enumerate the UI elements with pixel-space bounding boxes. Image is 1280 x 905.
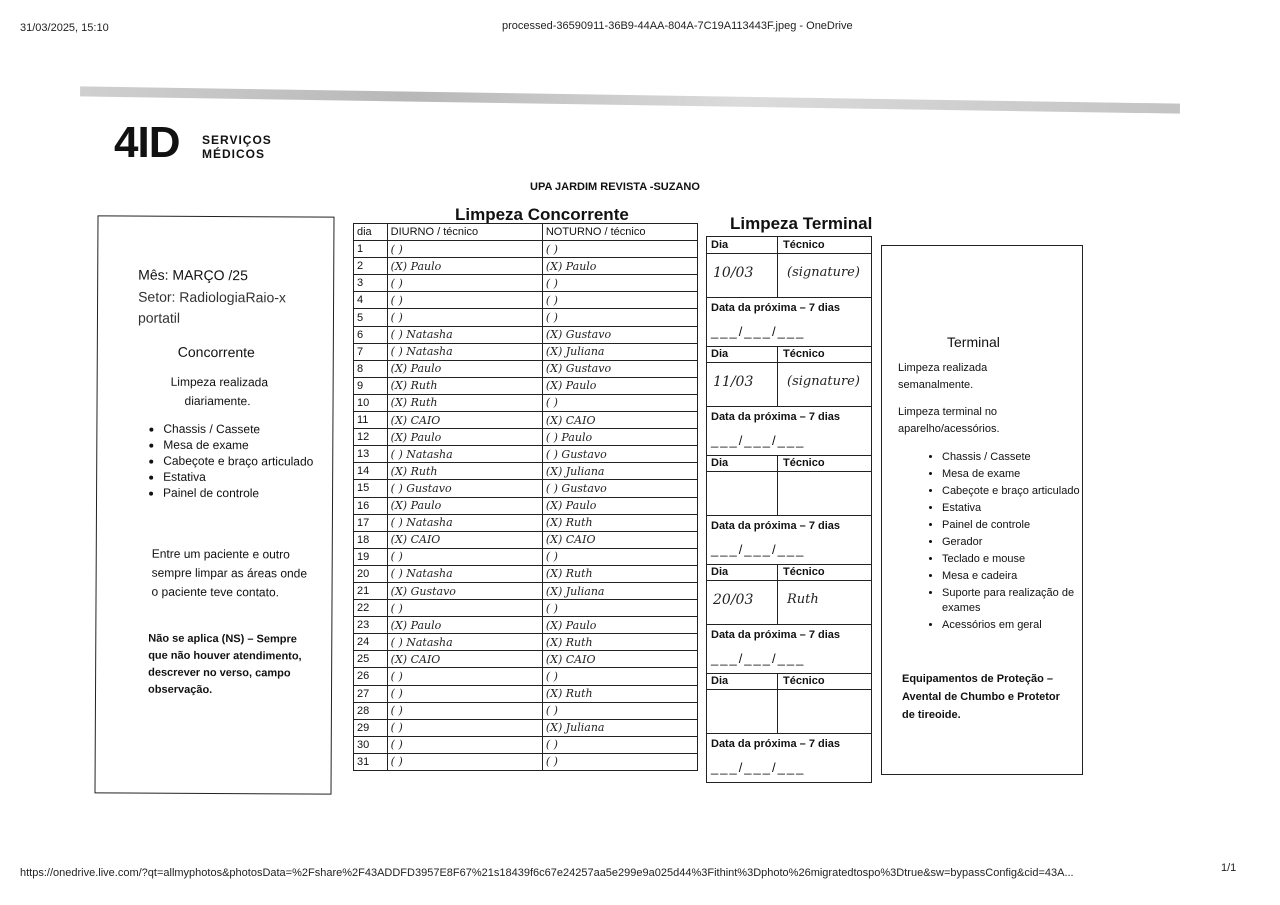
noturno-cell: (X) CAIO bbox=[542, 412, 697, 429]
noturno-cell: ( ) bbox=[542, 548, 697, 565]
noturno-cell: (X) Juliana bbox=[542, 463, 697, 480]
table-row bbox=[354, 736, 698, 753]
diurno-cell: ( ) Natasha bbox=[387, 514, 542, 531]
diurno-cell: ( ) bbox=[387, 685, 542, 702]
table-row bbox=[354, 582, 698, 599]
logo-line1: SERVIÇOS bbox=[202, 133, 272, 147]
noturno-cell: (X) CAIO bbox=[542, 531, 697, 548]
terminal-col-tecnico: Técnico bbox=[783, 457, 825, 469]
noturno-cell: (X) Paulo bbox=[542, 617, 697, 634]
right-item: • Estativa bbox=[942, 501, 1082, 516]
diurno-cell: ( ) bbox=[387, 719, 542, 736]
terminal-next-label: Data da próxima – 7 dias bbox=[711, 738, 840, 750]
dia-cell: 8 bbox=[354, 360, 388, 377]
left-item: • Cabeçote e braço articulado bbox=[163, 454, 333, 469]
terminal-next-date: ___/___/___ bbox=[711, 760, 806, 775]
terminal-col-dia: Dia bbox=[711, 566, 729, 578]
col-noturno: NOTURNO / técnico bbox=[542, 224, 697, 241]
noturno-cell: (X) Juliana bbox=[542, 582, 697, 599]
right-desc1: Limpeza realizada bbox=[898, 362, 988, 374]
table-row bbox=[354, 514, 698, 531]
terminal-next-label: Data da próxima – 7 dias bbox=[711, 520, 840, 532]
table-row bbox=[354, 326, 698, 343]
left-desc2: diariamente. bbox=[184, 393, 251, 409]
dia-cell: 13 bbox=[354, 446, 388, 463]
diurno-cell: ( ) bbox=[387, 309, 542, 326]
dia-cell: 21 bbox=[354, 582, 388, 599]
table-row bbox=[354, 719, 698, 736]
right-item: • Teclado e mouse bbox=[942, 552, 1082, 567]
right-item: • Acessórios em geral bbox=[942, 618, 1082, 633]
dia-cell: 29 bbox=[354, 719, 388, 736]
print-datetime: 31/03/2025, 15:10 bbox=[20, 22, 109, 34]
table-row bbox=[354, 617, 698, 634]
noturno-cell: ( ) Paulo bbox=[542, 429, 697, 446]
right-item: • Painel de controle bbox=[942, 518, 1082, 533]
table-row bbox=[354, 480, 698, 497]
terminal-next-date: ___/___/___ bbox=[711, 433, 806, 448]
noturno-cell: ( ) bbox=[542, 309, 697, 326]
table-row bbox=[354, 275, 698, 292]
noturno-cell: (X) Ruth bbox=[542, 634, 697, 651]
table-row bbox=[354, 634, 698, 651]
terminal-table bbox=[706, 236, 872, 783]
table-row bbox=[354, 360, 698, 377]
concorrente-table bbox=[353, 223, 698, 771]
terminal-next-label: Data da próxima – 7 dias bbox=[711, 629, 840, 641]
dia-cell: 7 bbox=[354, 343, 388, 360]
terminal-date-value: 20/03 bbox=[713, 592, 754, 608]
dia-cell: 3 bbox=[354, 275, 388, 292]
dia-cell: 1 bbox=[354, 241, 388, 258]
terminal-next-label: Data da próxima – 7 dias bbox=[711, 411, 840, 423]
table-row bbox=[354, 497, 698, 514]
table-row bbox=[354, 241, 698, 258]
dia-cell: 16 bbox=[354, 497, 388, 514]
diurno-cell: ( ) bbox=[387, 753, 542, 770]
terminal-heading: Terminal bbox=[947, 334, 1000, 350]
table-row bbox=[354, 548, 698, 565]
print-page: 1/1 bbox=[1221, 862, 1237, 874]
dia-cell: 26 bbox=[354, 668, 388, 685]
terminal-col-dia: Dia bbox=[711, 457, 729, 469]
dia-cell: 14 bbox=[354, 463, 388, 480]
table-row bbox=[354, 343, 698, 360]
left-desc1: Limpeza realizada bbox=[170, 374, 269, 390]
table-row bbox=[354, 429, 698, 446]
diurno-cell: ( ) bbox=[387, 292, 542, 309]
terminal-next-date: ___/___/___ bbox=[711, 542, 806, 557]
terminal-col-tecnico: Técnico bbox=[783, 675, 825, 687]
noturno-cell: ( ) bbox=[542, 241, 697, 258]
dia-cell: 17 bbox=[354, 514, 388, 531]
terminal-block bbox=[707, 346, 871, 456]
left-item-list bbox=[145, 420, 333, 503]
diurno-cell: ( ) bbox=[387, 702, 542, 719]
diurno-cell: (X) Paulo bbox=[387, 497, 542, 514]
month-label: Mês: MARÇO /25 bbox=[138, 266, 248, 284]
terminal-date-value: 11/03 bbox=[713, 374, 754, 390]
noturno-cell: (X) Ruth bbox=[542, 685, 697, 702]
terminal-tecnico-value: Ruth bbox=[787, 592, 819, 607]
concorrente-title: Limpeza Concorrente bbox=[455, 205, 629, 224]
right-item: • Chassis / Cassete bbox=[942, 450, 1082, 465]
noturno-cell: (X) Ruth bbox=[542, 514, 697, 531]
noturno-cell: (X) Paulo bbox=[542, 377, 697, 394]
terminal-next-label: Data da próxima – 7 dias bbox=[711, 302, 840, 314]
diurno-cell: (X) Paulo bbox=[387, 360, 542, 377]
table-row bbox=[354, 412, 698, 429]
terminal-col-dia: Dia bbox=[711, 239, 729, 251]
noturno-cell: (X) Ruth bbox=[542, 565, 697, 582]
right-desc2: semanalmente. bbox=[898, 379, 974, 391]
diurno-cell: ( ) bbox=[387, 275, 542, 292]
diurno-cell: (X) Ruth bbox=[387, 394, 542, 411]
noturno-cell: ( ) bbox=[542, 753, 697, 770]
diurno-cell: ( ) Natasha bbox=[387, 634, 542, 651]
left-note: Entre um paciente e outro sempre limpar as áreas onde o paciente teve contato. bbox=[151, 546, 308, 600]
dia-cell: 15 bbox=[354, 480, 388, 497]
print-title: processed-36590911-36B9-44AA-804A-7C19A113443F.jpeg - OneDrive bbox=[502, 20, 853, 32]
dia-cell: 22 bbox=[354, 600, 388, 617]
dia-cell: 4 bbox=[354, 292, 388, 309]
table-row bbox=[354, 394, 698, 411]
dia-cell: 30 bbox=[354, 736, 388, 753]
table-row bbox=[354, 685, 698, 702]
diurno-cell: ( ) Natasha bbox=[387, 343, 542, 360]
dia-cell: 25 bbox=[354, 651, 388, 668]
table-row bbox=[354, 753, 698, 770]
noturno-cell: ( ) bbox=[542, 702, 697, 719]
left-item: • Estativa bbox=[163, 470, 333, 485]
table-row bbox=[354, 668, 698, 685]
right-panel bbox=[881, 245, 1083, 775]
terminal-block bbox=[707, 564, 871, 674]
print-url: https://onedrive.live.com/?qt=allmyphotos&photosData=%2Fshare%2F43ADDFD3957E8F67%21s18439f6c67e24257aa5e299e9a025d44%3Fithint%3Dphoto%26migratedtospo%3Dtrue&sw=bypassConfig&cid=43A... bbox=[20, 867, 1074, 879]
dia-cell: 31 bbox=[354, 753, 388, 770]
dia-cell: 23 bbox=[354, 617, 388, 634]
terminal-tecnico-value: (signature) bbox=[787, 374, 860, 389]
table-row bbox=[354, 600, 698, 617]
diurno-cell: (X) CAIO bbox=[387, 412, 542, 429]
noturno-cell: ( ) bbox=[542, 736, 697, 753]
scan-artifact bbox=[80, 86, 1180, 113]
terminal-next-date: ___/___/___ bbox=[711, 324, 806, 339]
terminal-date-value: 10/03 bbox=[713, 265, 754, 281]
terminal-col-dia: Dia bbox=[711, 675, 729, 687]
noturno-cell: ( ) Gustavo bbox=[542, 446, 697, 463]
right-item-list bbox=[924, 448, 1082, 635]
noturno-cell: ( ) bbox=[542, 394, 697, 411]
diurno-cell: ( ) Gustavo bbox=[387, 480, 542, 497]
diurno-cell: ( ) Natasha bbox=[387, 446, 542, 463]
terminal-title: Limpeza Terminal bbox=[730, 214, 873, 233]
noturno-cell: ( ) bbox=[542, 275, 697, 292]
dia-cell: 28 bbox=[354, 702, 388, 719]
noturno-cell: (X) Juliana bbox=[542, 343, 697, 360]
terminal-next-date: ___/___/___ bbox=[711, 651, 806, 666]
diurno-cell: ( ) bbox=[387, 548, 542, 565]
right-item: • Cabeçote e braço articulado bbox=[942, 484, 1082, 499]
noturno-cell: (X) Gustavo bbox=[542, 360, 697, 377]
table-row bbox=[354, 565, 698, 582]
table-row bbox=[354, 702, 698, 719]
table-row bbox=[354, 463, 698, 480]
terminal-col-tecnico: Técnico bbox=[783, 566, 825, 578]
diurno-cell: (X) Ruth bbox=[387, 377, 542, 394]
sector-line1: Setor: RadiologiaRaio-x bbox=[138, 288, 286, 306]
diurno-cell: (X) Paulo bbox=[387, 429, 542, 446]
dia-cell: 2 bbox=[354, 258, 388, 275]
terminal-block bbox=[707, 673, 871, 783]
table-row bbox=[354, 309, 698, 326]
left-ns-note: Não se aplica (NS) – Sempre que não houver atendimento, descrever no verso, campo observação. bbox=[148, 632, 302, 696]
dia-cell: 11 bbox=[354, 412, 388, 429]
unit-title: UPA JARDIM REVISTA -SUZANO bbox=[530, 181, 700, 193]
right-desc4: aparelho/acessórios. bbox=[898, 423, 1000, 435]
diurno-cell: ( ) bbox=[387, 241, 542, 258]
right-item: • Gerador bbox=[942, 535, 1082, 550]
dia-cell: 20 bbox=[354, 565, 388, 582]
table-row bbox=[354, 292, 698, 309]
table-row bbox=[354, 531, 698, 548]
dia-cell: 9 bbox=[354, 377, 388, 394]
left-panel bbox=[94, 215, 334, 794]
noturno-cell: (X) CAIO bbox=[542, 651, 697, 668]
logo-4id: 4ID bbox=[114, 118, 180, 167]
dia-cell: 5 bbox=[354, 309, 388, 326]
right-item: • Mesa de exame bbox=[942, 467, 1082, 482]
diurno-cell: (X) CAIO bbox=[387, 651, 542, 668]
col-dia: dia bbox=[354, 224, 388, 241]
noturno-cell: (X) Juliana bbox=[542, 719, 697, 736]
terminal-block bbox=[707, 455, 871, 565]
noturno-cell: (X) Gustavo bbox=[542, 326, 697, 343]
diurno-cell: (X) CAIO bbox=[387, 531, 542, 548]
col-diurno: DIURNO / técnico bbox=[387, 224, 542, 241]
dia-cell: 6 bbox=[354, 326, 388, 343]
noturno-cell: ( ) Gustavo bbox=[542, 480, 697, 497]
diurno-cell: ( ) Natasha bbox=[387, 565, 542, 582]
diurno-cell: (X) Ruth bbox=[387, 463, 542, 480]
diurno-cell: ( ) bbox=[387, 600, 542, 617]
dia-cell: 10 bbox=[354, 394, 388, 411]
dia-cell: 18 bbox=[354, 531, 388, 548]
right-desc3: Limpeza terminal no bbox=[898, 406, 998, 418]
noturno-cell: ( ) bbox=[542, 600, 697, 617]
table-row bbox=[354, 258, 698, 275]
terminal-tecnico-value: (signature) bbox=[787, 265, 860, 280]
diurno-cell: (X) Gustavo bbox=[387, 582, 542, 599]
concorrente-heading: Concorrente bbox=[177, 343, 255, 361]
dia-cell: 19 bbox=[354, 548, 388, 565]
noturno-cell: ( ) bbox=[542, 668, 697, 685]
noturno-cell: (X) Paulo bbox=[542, 258, 697, 275]
noturno-cell: (X) Paulo bbox=[542, 497, 697, 514]
noturno-cell: ( ) bbox=[542, 292, 697, 309]
diurno-cell: ( ) bbox=[387, 736, 542, 753]
dia-cell: 27 bbox=[354, 685, 388, 702]
right-epi-note: Equipamentos de Proteção – Avental de Chumbo e Protetor de tireoide. bbox=[902, 673, 1060, 721]
diurno-cell: ( ) Natasha bbox=[387, 326, 542, 343]
table-row bbox=[354, 651, 698, 668]
left-item: • Mesa de exame bbox=[163, 438, 333, 453]
diurno-cell: (X) Paulo bbox=[387, 617, 542, 634]
diurno-cell: (X) Paulo bbox=[387, 258, 542, 275]
left-item: • Chassis / Cassete bbox=[163, 422, 333, 437]
terminal-col-tecnico: Técnico bbox=[783, 239, 825, 251]
right-item: • Mesa e cadeira bbox=[942, 569, 1082, 584]
diurno-cell: ( ) bbox=[387, 668, 542, 685]
terminal-col-tecnico: Técnico bbox=[783, 348, 825, 360]
sector-line2: portatil bbox=[137, 309, 181, 326]
terminal-block bbox=[707, 237, 871, 347]
table-row bbox=[354, 377, 698, 394]
terminal-col-dia: Dia bbox=[711, 348, 729, 360]
dia-cell: 12 bbox=[354, 429, 388, 446]
dia-cell: 24 bbox=[354, 634, 388, 651]
left-item: • Painel de controle bbox=[163, 486, 333, 501]
right-item: • Suporte para realização de exames bbox=[942, 586, 1082, 616]
table-row bbox=[354, 446, 698, 463]
logo-line2: MÉDICOS bbox=[202, 147, 266, 161]
